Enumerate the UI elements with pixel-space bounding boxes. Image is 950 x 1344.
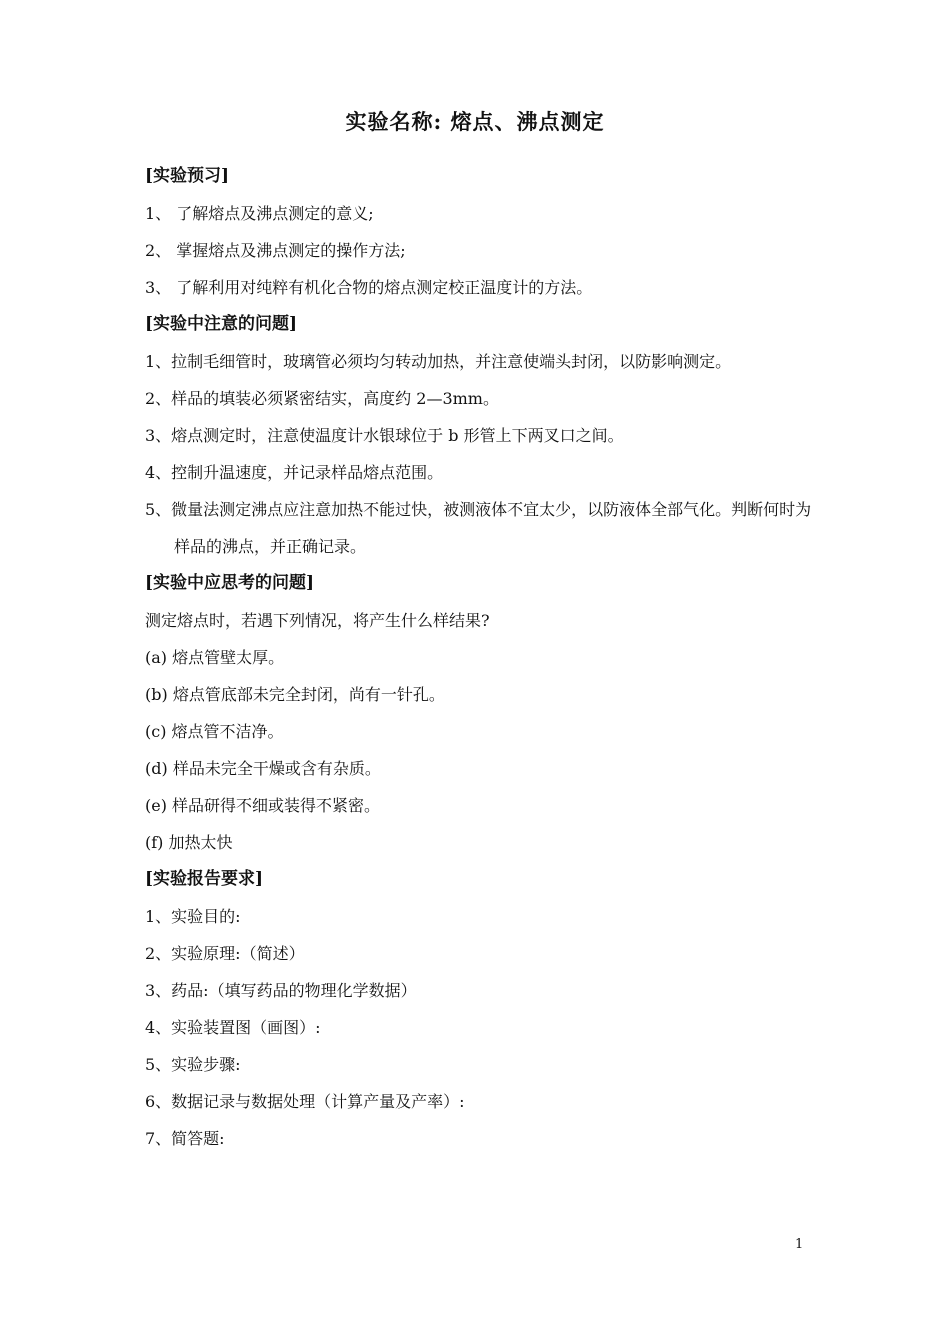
- list-item: (c) 熔点管不洁净。: [145, 722, 284, 741]
- list-item: 2、 掌握熔点及沸点测定的操作方法;: [145, 241, 406, 260]
- list-item: 1、 了解熔点及沸点测定的意义;: [145, 204, 374, 223]
- list-item: (e) 样品研得不细或装得不紧密。: [145, 796, 381, 815]
- section-report-requirements: [145, 861, 815, 1157]
- list-item: 4、实验装置图（画图）:: [145, 1018, 321, 1037]
- list-item: (b) 熔点管底部未完全封闭，尚有一针孔。: [145, 685, 445, 704]
- list-item: (a) 熔点管壁太厚。: [145, 648, 285, 667]
- document-title: 实验名称: 熔点、沸点测定: [345, 109, 605, 134]
- section-preview: [145, 158, 815, 306]
- section-cautions: [145, 306, 815, 565]
- list-item: 3、熔点测定时，注意使温度计水银球位于 b 形管上下两叉口之间。: [145, 426, 624, 445]
- list-item: 3、药品:（填写药品的物理化学数据）: [145, 981, 417, 1000]
- document-body: [145, 158, 815, 1157]
- section-heading: [实验报告要求]: [145, 869, 264, 889]
- list-item: 2、样品的填装必须紧密结实，高度约 2—3mm。: [145, 389, 499, 408]
- list-item: 4、控制升温速度，并记录样品熔点范围。: [145, 463, 444, 482]
- list-item: 1、实验目的:: [145, 907, 241, 926]
- section-heading: [实验预习]: [145, 166, 230, 186]
- list-item: (f) 加热太快: [145, 833, 233, 852]
- list-item: 7、简答题:: [145, 1129, 225, 1148]
- section-heading: [实验中注意的问题]: [145, 314, 298, 334]
- list-item: 2、实验原理:（简述）: [145, 944, 305, 963]
- list-item: 3、 了解利用对纯粹有机化合物的熔点测定校正温度计的方法。: [145, 278, 593, 297]
- list-item: (d) 样品未完全干燥或含有杂质。: [145, 759, 381, 778]
- list-item: 6、数据记录与数据处理（计算产量及产率）:: [145, 1092, 465, 1111]
- list-item: 1、拉制毛细管时，玻璃管必须均匀转动加热，并注意使端头封闭，以防影响测定。: [145, 352, 732, 371]
- section-intro: 测定熔点时，若遇下列情况，将产生什么样结果?: [145, 611, 490, 630]
- page-number: 1: [795, 1237, 804, 1252]
- list-item: 5、微量法测定沸点应注意加热不能过快，被测液体不宜太少，以防液体全部气化。判断何时为样品的沸点，并正确记录。: [145, 500, 812, 556]
- section-heading: [实验中应思考的问题]: [145, 573, 315, 593]
- list-item: 5、实验步骤:: [145, 1055, 241, 1074]
- section-questions: [145, 565, 815, 861]
